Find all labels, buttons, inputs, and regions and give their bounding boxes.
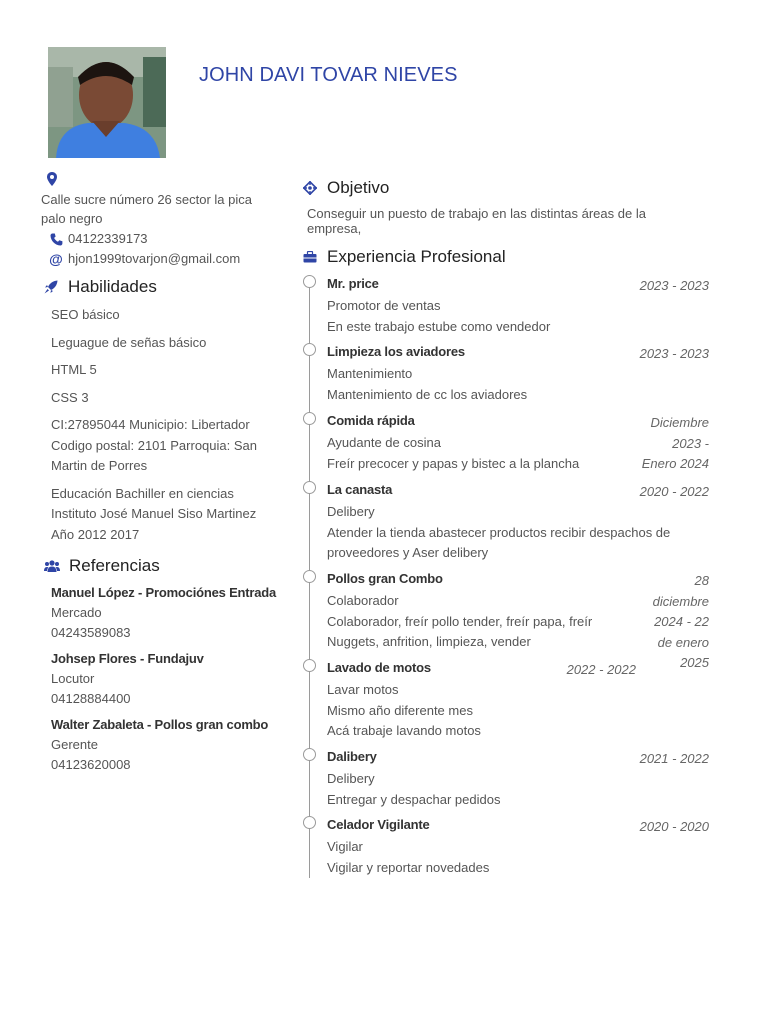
address-line: palo negro xyxy=(41,211,103,226)
job-date-line: de enero xyxy=(657,634,709,650)
job-description xyxy=(327,502,670,564)
experience-heading xyxy=(300,247,720,267)
job-description xyxy=(327,296,550,337)
address-line: Calle sucre número 26 sector la pica xyxy=(41,192,252,207)
skill-item xyxy=(51,415,281,477)
job-line: Vigilar y reportar novedades xyxy=(327,859,490,875)
job-description xyxy=(327,837,489,878)
job-title: Limpieza los aviadores xyxy=(327,344,465,359)
reference-role: Mercado xyxy=(51,605,102,620)
job-date xyxy=(640,749,709,770)
reference-role: Gerente xyxy=(51,737,98,752)
job-description xyxy=(327,364,527,405)
objective-heading xyxy=(300,178,720,198)
job-line: Colaborador xyxy=(327,593,399,608)
references-list xyxy=(41,585,281,775)
briefcase-icon xyxy=(300,251,320,263)
job-date xyxy=(653,571,709,674)
job-line: Acá trabaje lavando motos xyxy=(327,723,481,738)
job-line: Lavar motos xyxy=(327,682,399,697)
skill-line: CI:27895044 Municipio: Libertador xyxy=(51,417,250,432)
skill-line: Codigo postal: 2101 Parroquia: San xyxy=(51,437,257,453)
skills-title: Habilidades xyxy=(68,277,157,296)
job-line: Nuggets, anfrition, limpieza, vender xyxy=(327,634,531,649)
skill-item xyxy=(51,333,281,354)
reference-name: Johsep Flores - Fundajuv xyxy=(51,651,204,666)
address xyxy=(41,190,281,228)
skill-line: Leguague de señas básico xyxy=(51,334,207,350)
job-line: Colaborador, freír pollo tender, freír papa, freír xyxy=(327,613,593,629)
skill-item xyxy=(51,305,281,326)
at-sign-icon: @ xyxy=(49,251,63,267)
reference-item xyxy=(51,717,281,775)
job-description xyxy=(327,769,500,810)
reference-name: Manuel López - Promociónes Entrada xyxy=(51,585,277,600)
job-date-line: 2023 - xyxy=(672,435,709,451)
phone-number: 04122339173 xyxy=(68,231,148,246)
job-date-line: diciembre xyxy=(652,593,709,609)
left-column xyxy=(41,172,281,775)
job-line: proveedores y Aser delibery xyxy=(327,545,489,560)
phone-row xyxy=(41,230,281,248)
job-title: Celador Vigilante xyxy=(327,817,430,832)
timeline-dot xyxy=(303,412,316,425)
skill-line: SEO básico xyxy=(51,307,120,322)
right-column xyxy=(300,178,720,875)
job-line: Mantenimiento xyxy=(327,366,413,381)
skills-list xyxy=(51,305,281,545)
job-description xyxy=(327,591,592,653)
skill-item xyxy=(51,388,281,409)
timeline-dot xyxy=(303,343,316,356)
job-date xyxy=(642,413,709,475)
job-date xyxy=(640,276,709,297)
job-line: Entregar y despachar pedidos xyxy=(327,791,501,807)
job-title: Pollos gran Combo xyxy=(327,571,443,586)
crosshair-icon xyxy=(300,181,320,195)
job-line: Mantenimiento de cc los aviadores xyxy=(327,386,528,402)
job-title: Mr. price xyxy=(327,276,379,291)
skill-line: CSS 3 xyxy=(51,389,89,405)
objective-title: Objetivo xyxy=(327,178,390,197)
reference-phone: 04243589083 xyxy=(51,625,131,640)
timeline-dot xyxy=(303,275,316,288)
skill-line: Martin de Porres xyxy=(51,458,148,473)
job-date xyxy=(567,660,636,681)
job-description xyxy=(327,680,481,742)
job-date-line: Enero 2024 xyxy=(641,456,709,471)
objective-line: Conseguir un puesto de trabajo en las distintas áreas de la xyxy=(307,206,646,221)
job-line: En este trabajo estube como vendedor xyxy=(327,318,551,334)
email-address: hjon1999tovarjon@gmail.com xyxy=(68,251,241,266)
full-name: JOHN DAVI TOVAR NIEVES xyxy=(199,64,458,86)
job-title: Lavado de motos xyxy=(327,660,431,675)
job-line: Delibery xyxy=(327,504,375,519)
skills-heading xyxy=(41,277,281,297)
timeline-dot xyxy=(303,659,316,672)
reference-phone: 04128884400 xyxy=(51,691,131,706)
job-line: Mismo año diferente mes xyxy=(327,702,473,718)
job-date-line: 28 xyxy=(694,573,709,588)
references-title: Referencias xyxy=(69,556,160,575)
job-date xyxy=(640,344,709,365)
job-line: Ayudante de cosina xyxy=(327,435,441,450)
objective-text xyxy=(307,206,720,236)
job-date-line: 2023 - 2023 xyxy=(639,278,709,293)
job-date-line: 2024 - 22 xyxy=(654,614,709,629)
job-line: Promotor de ventas xyxy=(327,298,441,313)
reference-role: Locutor xyxy=(51,671,95,686)
timeline-dot xyxy=(303,481,316,494)
skill-item xyxy=(51,360,281,381)
email-row xyxy=(41,250,281,268)
timeline-dot xyxy=(303,748,316,761)
job-line: Vigilar xyxy=(327,839,363,854)
job-date-line: 2023 - 2023 xyxy=(639,346,709,361)
job-title: La canasta xyxy=(327,482,393,497)
job-date-line: 2021 - 2022 xyxy=(639,751,709,766)
experience-title: Experiencia Profesional xyxy=(327,247,506,266)
job-date xyxy=(640,817,709,838)
profile-photo xyxy=(48,47,166,158)
rocket-icon xyxy=(41,280,61,294)
job-date xyxy=(640,482,709,503)
skill-line: Instituto José Manuel Siso Martinez xyxy=(51,506,257,521)
skill-line: HTML 5 xyxy=(51,362,97,377)
job-title: Comida rápida xyxy=(327,413,415,428)
reference-name: Walter Zabaleta - Pollos gran combo xyxy=(51,717,269,732)
skill-line: Año 2012 2017 xyxy=(51,526,140,542)
job-date-line: Diciembre xyxy=(650,415,709,430)
skill-line: Educación Bachiller en ciencias xyxy=(51,485,234,501)
users-icon xyxy=(42,560,62,572)
phone-icon xyxy=(46,233,66,246)
job-date-line: 2025 xyxy=(680,655,709,670)
references-heading xyxy=(42,556,281,576)
job-description xyxy=(327,433,579,474)
reference-phone: 04123620008 xyxy=(51,757,131,772)
skill-item xyxy=(51,484,281,546)
timeline-dot xyxy=(303,570,316,583)
reference-item xyxy=(51,585,281,643)
job-line: Delibery xyxy=(327,771,375,786)
job-title: Dalibery xyxy=(327,749,377,764)
job-date-line: 2020 - 2022 xyxy=(639,484,709,499)
job-date-line: 2020 - 2020 xyxy=(639,819,709,834)
job-line: Freír precocer y papas y bistec a la plancha xyxy=(327,455,580,471)
job-line: Atender la tienda abastecer productos recibir despachos de xyxy=(327,524,671,540)
job-date-line: 2022 - 2022 xyxy=(566,662,636,677)
location-pin-icon xyxy=(47,172,281,190)
timeline-dot xyxy=(303,816,316,829)
reference-item xyxy=(51,651,281,709)
objective-line: empresa, xyxy=(307,221,362,236)
